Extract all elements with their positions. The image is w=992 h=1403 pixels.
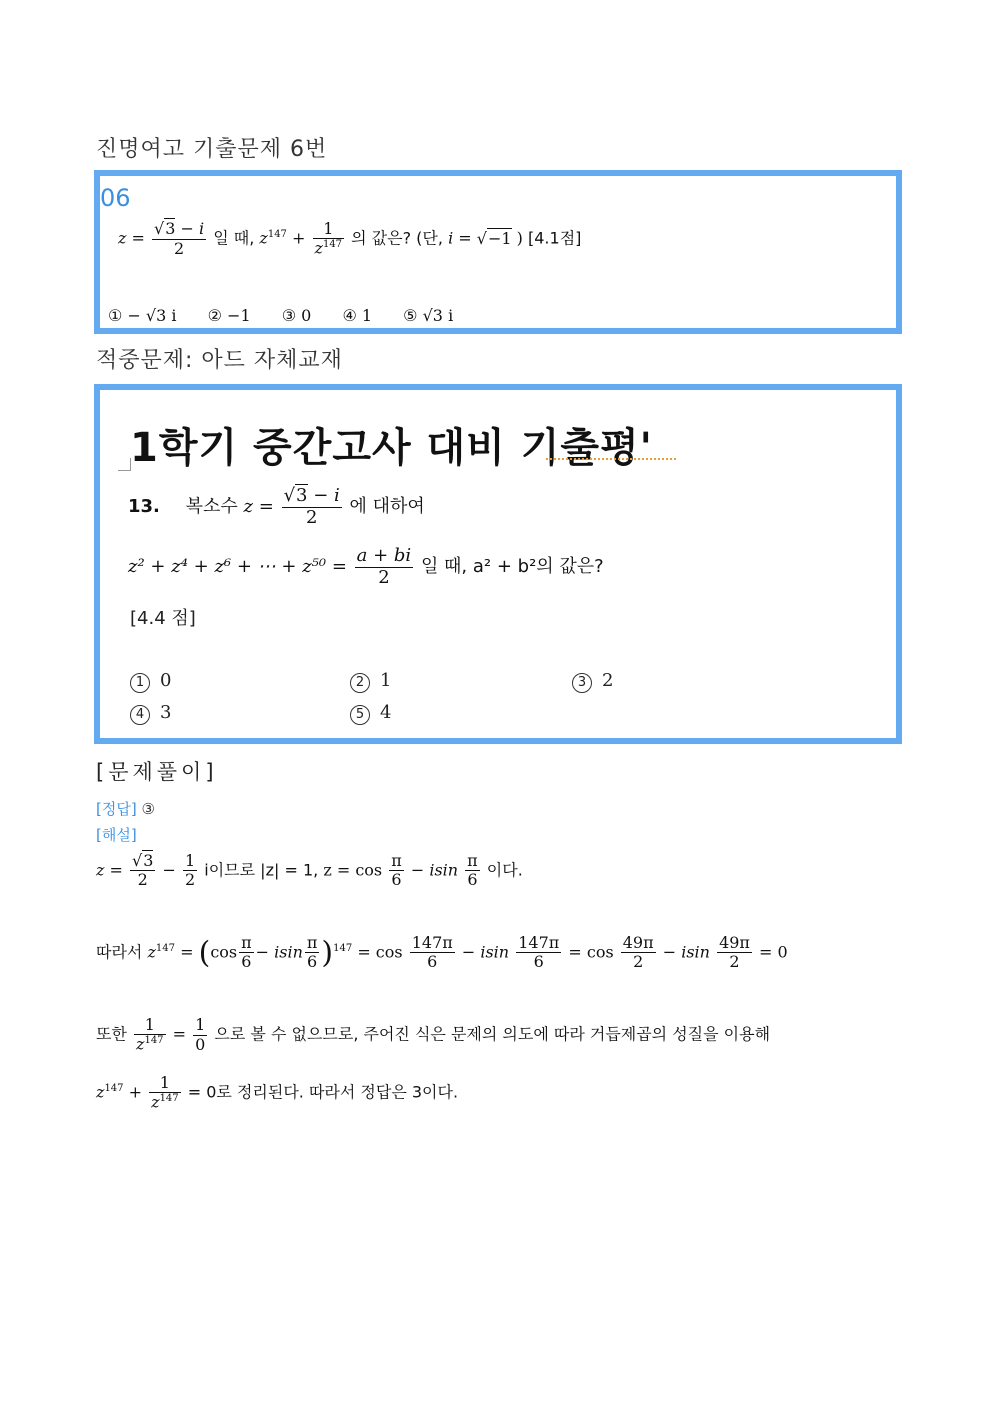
option-2[interactable]: ② −1 [207,306,251,325]
section-heading-source: 진명여고 기출문제 6번 [96,137,328,162]
problem-box-target [94,384,902,744]
option-4[interactable]: 4 3 [130,702,171,725]
problem-points: [4.4 점] [130,608,196,629]
option-5[interactable]: ⑤ √3 i [403,306,454,325]
option-5[interactable]: 5 4 [350,702,391,725]
answer-options [108,306,453,325]
solution-header: [문제풀이] [96,760,218,784]
answer-label: [정답] [96,800,137,818]
option-1[interactable]: 1 0 [130,670,171,693]
answer-line [96,798,155,819]
option-marker: 2 [350,673,370,693]
option-1[interactable]: ① − √3 i [108,306,177,325]
option-marker: 3 [572,673,592,693]
option-marker: 5 [350,705,370,725]
solution-line-4: $z^{147}$ + $\frac{1}{z^{147}}$ = 0로 정리된다. 따라서 정답은 3이다. [96,1073,459,1112]
option-4[interactable]: ④ 1 [342,306,373,325]
option-3[interactable]: 3 2 [572,670,613,693]
solution-line-2: 따라서 $z^{147} = (\cos$ $\frac{\pi}{6}$ − isin $\frac{\pi}{6}$ )$^{147}$ = cos $\frac{147\pi}{6}$ − isin $\frac{147\pi}{6}$ = cos $\frac{49\pi}{2}$ − isin $\frac{49\pi}{2}$ = 0 [96,933,788,972]
option-2[interactable]: 2 1 [350,670,391,693]
problem-box-source [94,170,902,334]
workbook-title: 1학기 중간고사 대비 기출평' [130,425,653,471]
section-heading-target: 적중문제: 아드 자체교재 [96,348,343,373]
answer-value: ③ [141,800,155,818]
solution-line-1: z = $\frac{√3}{2}$ − $\frac{1}{2}$ i이므로 |z| = 1, z = cos $\frac{\pi}{6}$ − isin $\frac{\pi}{6}$ 이다. [96,851,523,890]
option-marker: 1 [130,673,150,693]
title-underline [546,458,676,460]
explain-label: [해설] [96,826,137,844]
problem-line-1: 13. 복소수 z = $\frac{√3 - i}{2}$ 에 대하여 [128,485,425,528]
solution-line-3: 또한 $\frac{1}{z^{147}}$ = $\frac{1}{0}$ 으로 볼 수 없으므로, 주어진 식은 문제의 의도에 따라 거듭제곱의 성질을 이용해 [96,1015,771,1054]
problem-stem: z = $\frac{√3 - i}{2}$ 일 때, $z^{147}$ + $\frac{1}{z^{147}}$ 의 값은? (단, i = √−1 ) [4.1점] [118,219,582,258]
problem-number: 06 [100,184,131,212]
corner-mark [118,458,131,471]
option-marker: 4 [130,705,150,725]
option-3[interactable]: ③ 0 [281,306,312,325]
problem-line-2: z² + z⁴ + z⁶ + ⋯ + z⁵⁰ = $\frac{a + bi}{2}$ 일 때, a² + b²의 값은? [128,545,604,588]
